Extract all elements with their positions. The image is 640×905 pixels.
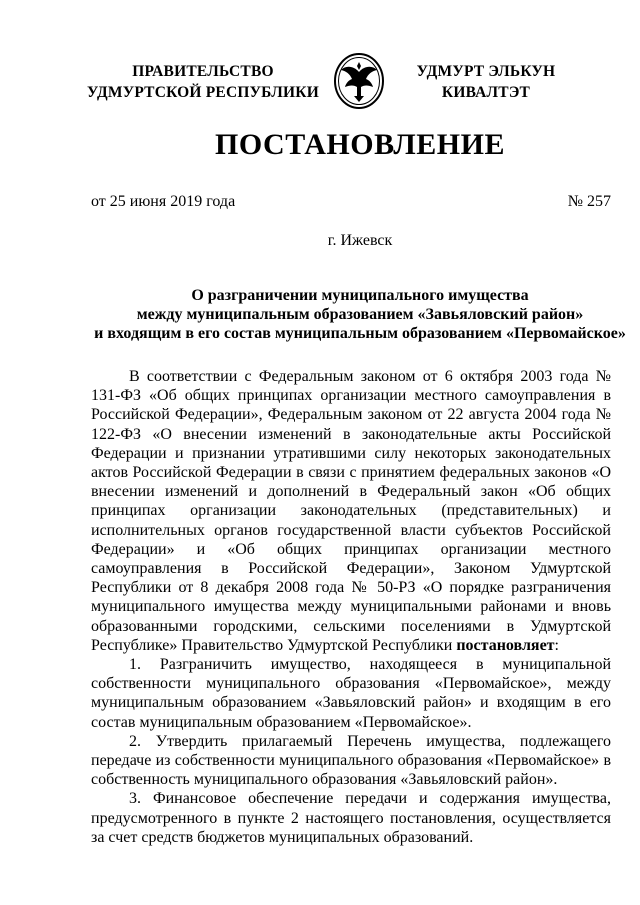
subject-line2: между муниципальным образованием «Завьяловский район» [136, 306, 584, 323]
preamble-text: В соответствии с Федеральным законом от 6 октября 2003 года № 131-ФЗ «Об общих принципах организации местного самоуправления в Российской Федерации», Федеральным законом от 22 августа 2004 года № 122-ФЗ «О внесении изменений в законодательные акты Российской Федерации и признании утратившими силу некоторых законодательных актов Российской Федерации в связи с принятием федеральных законов «О внесении изменений и дополнений в Федеральный закон «Об общих принципах организации законодательных (представительных) и исполнительных органов государственной власти субъектов Российской Федерации» и «Об общих принципах организации местного самоуправления в Российской Федерации», Законом Удмуртской Республики от 8 декабря 2008 года № 50-РЗ «О порядке разграничения муниципального имущества между муниципальными районами и вновь образованными городскими, сельскими поселениями в Удмуртской Республике» Правительство Удмуртской Республики [91, 368, 611, 654]
item-3: 3. Финансовое обеспечение передачи и содержания имущества, предусмотренного в пункте 2 настоящего постановления, осуществляется за счет средств бюджетов муниципальных образований. [91, 790, 611, 846]
resolves-colon: : [554, 636, 559, 654]
preamble-paragraph [91, 367, 611, 655]
udmurt-coat-of-arms-icon [332, 52, 386, 110]
document-subject [60, 286, 640, 343]
document-date: от 25 июня 2019 года [91, 193, 236, 210]
header-left-line1: ПРАВИТЕЛЬСТВО [132, 63, 274, 80]
document-number: № 257 [567, 193, 611, 210]
subject-line1: О разграничении муниципального имущества [191, 287, 529, 304]
header-right-line2: КИВАЛТЭТ [441, 84, 531, 101]
header-left-line2: УДМУРТСКОЙ РЕСПУБЛИКИ [87, 84, 319, 101]
document-city: г. Ижевск [327, 232, 393, 249]
header-left [80, 61, 326, 103]
header-right-line1: УДМУРТ ЭЛЬКУН [416, 63, 556, 80]
item-2: 2. Утвердить прилагаемый Перечень имущества, подлежащего передаче из собственности муниципального образования «Первомайское» в собственность муниципального образования «Завьяловский район». [91, 732, 611, 789]
document-body [91, 367, 611, 847]
header-right [408, 61, 564, 103]
item-1: 1. Разграничить имущество, находящееся в муниципальной собственности муниципального образования «Первомайское», между муниципальным образованием «Завьяловский район» и входящим в его состав муниципальным образованием «Первомайское». [91, 656, 611, 731]
document-title: ПОСТАНОВЛЕНИЕ [215, 128, 505, 161]
subject-line3: и входящим в его состав муниципальным образованием «Первомайское» [94, 325, 626, 342]
resolves-keyword: постановляет [456, 636, 555, 654]
